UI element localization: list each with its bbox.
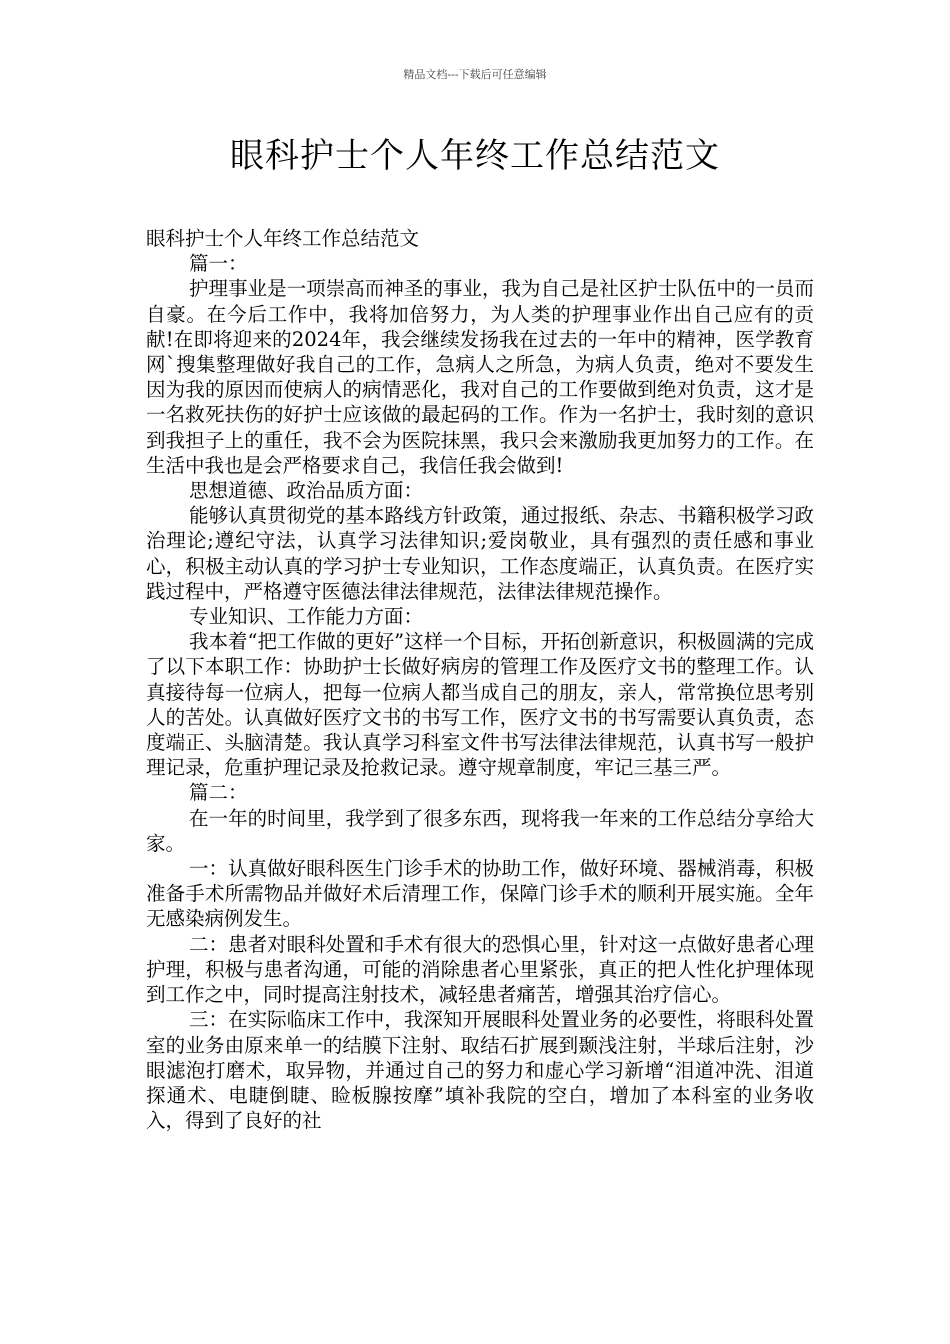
- paragraph: 二：患者对眼科处置和手术有很大的恐惧心里，针对这一点做好患者心理护理，积极与患者沟通，可能的消除患者心里紧张，真正的把人性化护理体现到工作之中，同时提高注射技术，减轻患者痛苦，增强其治疗信心。: [146, 932, 814, 1007]
- paragraph: 护理事业是一项崇高而神圣的事业，我为自己是社区护士队伍中的一员而自豪。在今后工作中，我将加倍努力，为人类的护理事业作出自己应有的贡献!在即将迎来的2024年，我会继续发扬我在过去的一年中的精神，医学教育网`搜集整理做好我自己的工作，急病人之所急，为病人负责，绝对不要发生因为我的原因而使病人的病情恶化，我对自己的工作要做到绝对负责，这才是一名救死扶伤的好护士应该做的最起码的工作。作为一名护士，我时刻的意识到我担子上的重任，我不会为医院抹黑，我只会来激励我更加努力的工作。在生活中我也是会严格要求自己，我信任我会做到!: [146, 277, 814, 477]
- document-title: 眼科护士个人年终工作总结范文: [230, 136, 720, 176]
- paragraph: 我本着“把工作做的更好”这样一个目标，开拓创新意识，积极圆满的完成了以下本职工作：协助护士长做好病房的管理工作及医疗文书的整理工作。认真接待每一位病人，把每一位病人都当成自己的朋友，亲人，常常换位思考别人的苦处。认真做好医疗文书的书写工作，医疗文书的书写需要认真负责，态度端正、头脑清楚。我认真学习科室文件书写法律法律规范，认真书写一般护理记录，危重护理记录及抢救记录。遵守规章制度，牢记三基三严。: [146, 630, 814, 780]
- paragraph: 在一年的时间里，我学到了很多东西，现将我一年来的工作总结分享给大家。: [146, 806, 814, 855]
- paragraph: 三：在实际临床工作中，我深知开展眼科处置业务的必要性，将眼科处置室的业务由原来单一的结膜下注射、取结石扩展到颞浅注射，半球后注射，沙眼滤泡打磨术，取异物，并通过自己的努力和虚心学习新增“泪道冲洗、泪道探通术、电睫倒睫、睑板腺按摩”填补我院的空白，增加了本科室的业务收入，得到了良好的社: [146, 1008, 814, 1133]
- paragraph: 思想道德、政治品质方面：: [189, 479, 424, 503]
- document-body: [146, 226, 814, 1133]
- page-header: 精品文档---下载后可任意编辑: [403, 68, 547, 81]
- document-subtitle: 眼科护士个人年终工作总结范文: [146, 227, 420, 250]
- paragraph: 专业知识、工作能力方面：: [189, 605, 424, 629]
- paragraph: 篇一：: [189, 252, 248, 276]
- paragraph: 一：认真做好眼科医生门诊手术的协助工作，做好环境、器械消毒，积极准备手术所需物品并做好术后清理工作，保障门诊手术的顺利开展实施。全年无感染病例发生。: [146, 857, 814, 931]
- paragraph: 能够认真贯彻党的基本路线方针政策，通过报纸、杂志、书籍积极学习政治理论;遵纪守法，认真学习法律知识;爱岗敬业，具有强烈的责任感和事业心，积极主动认真的学习护士专业知识，工作态度端正，认真负责。在医疗实践过程中，严格遵守医德法律法律规范，法律法律规范操作。: [146, 504, 814, 603]
- paragraph: 篇二：: [189, 781, 248, 805]
